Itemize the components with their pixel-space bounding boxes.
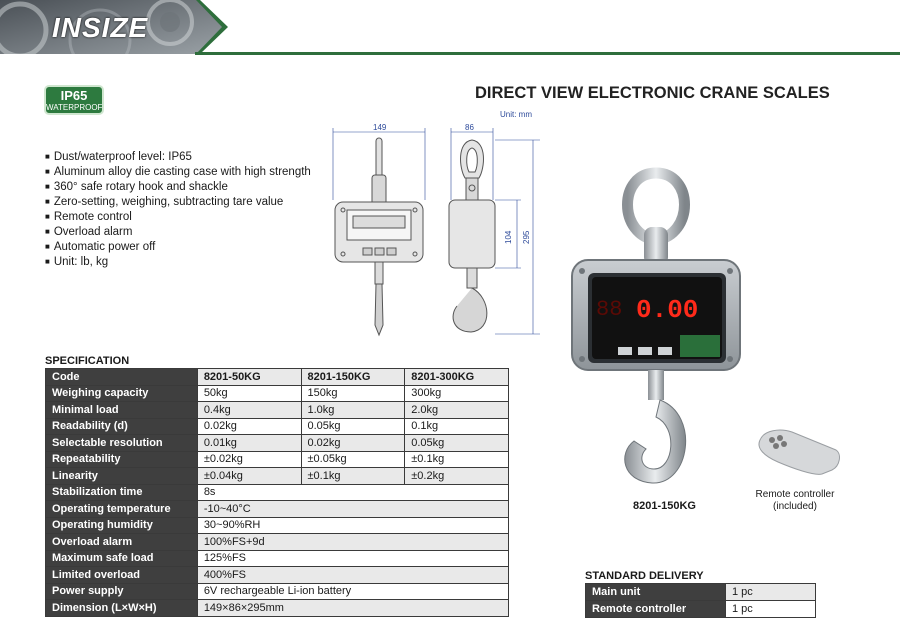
- feature-item: ■ Aluminum alloy die casting case with high strength: [45, 165, 311, 180]
- spec-label: Power supply: [46, 583, 198, 600]
- ip65-badge: [44, 85, 104, 115]
- spec-label: Overload alarm: [46, 534, 198, 551]
- feature-item: ■ Remote control: [45, 210, 311, 225]
- unit-note: Unit: mm: [500, 110, 532, 119]
- spec-label: Dimension (L×W×H): [46, 600, 198, 617]
- spec-value: 0.05kg: [405, 435, 509, 452]
- spec-value: ±0.04kg: [197, 468, 301, 485]
- table-row: [46, 451, 509, 468]
- page-title: DIRECT VIEW ELECTRONIC CRANE SCALES: [475, 84, 830, 102]
- ip-rating-sub: WATERPROOF: [46, 103, 103, 112]
- spec-label: Code: [46, 369, 198, 386]
- spec-value: 125%FS: [197, 550, 508, 567]
- header-rule: [195, 52, 900, 55]
- svg-text:88: 88: [596, 297, 623, 322]
- table-row: [46, 567, 509, 584]
- table-row: [46, 583, 509, 600]
- spec-value: -10~40°C: [197, 501, 508, 518]
- technical-drawing: [325, 120, 540, 350]
- spec-label: Linearity: [46, 468, 198, 485]
- remote-caption-line1: Remote controller: [755, 489, 835, 500]
- spec-label: Readability (d): [46, 418, 198, 435]
- spec-value: 2.0kg: [405, 402, 509, 419]
- remote-caption: [746, 489, 844, 513]
- spec-value: 100%FS+9d: [197, 534, 508, 551]
- delivery-label: Remote controller: [586, 601, 726, 618]
- ip-rating: IP65: [60, 88, 88, 103]
- spec-label: Maximum safe load: [46, 550, 198, 567]
- table-row: [46, 484, 509, 501]
- spec-label: Weighing capacity: [46, 385, 198, 402]
- feature-item: ■ Zero-setting, weighing, subtracting tare value: [45, 195, 311, 210]
- table-row: [586, 601, 816, 618]
- table-row: [46, 385, 509, 402]
- feature-item: ■ Dust/waterproof level: IP65: [45, 150, 311, 165]
- front-view: [333, 128, 425, 335]
- table-row: [46, 550, 509, 567]
- spec-value: ±0.2kg: [405, 468, 509, 485]
- delivery-title: STANDARD DELIVERY: [585, 570, 704, 582]
- brand-name: INSIZE: [52, 12, 149, 43]
- spec-label: Minimal load: [46, 402, 198, 419]
- spec-table: [45, 368, 509, 617]
- spec-value: 50kg: [197, 385, 301, 402]
- feature-item: ■ Unit: lb, kg: [45, 255, 311, 270]
- spec-value: 0.02kg: [301, 435, 405, 452]
- spec-value: 149×86×295mm: [197, 600, 508, 617]
- table-row: [46, 402, 509, 419]
- feature-item: ■ Automatic power off: [45, 240, 311, 255]
- feature-item: ■ Overload alarm: [45, 225, 311, 240]
- spec-value: 0.4kg: [197, 402, 301, 419]
- dim-depth: 86: [465, 123, 474, 132]
- spec-value: ±0.05kg: [301, 451, 405, 468]
- table-row: [46, 435, 509, 452]
- spec-label: Stabilization time: [46, 484, 198, 501]
- feature-list: [45, 150, 311, 270]
- spec-code: 8201-150KG: [301, 369, 405, 386]
- spec-label: Repeatability: [46, 451, 198, 468]
- spec-value: ±0.02kg: [197, 451, 301, 468]
- spec-value: 1.0kg: [301, 402, 405, 419]
- spec-label: Operating humidity: [46, 517, 198, 534]
- feature-item: ■ 360° safe rotary hook and shackle: [45, 180, 311, 195]
- delivery-value: 1 pc: [726, 584, 816, 601]
- spec-value: 0.02kg: [197, 418, 301, 435]
- remote-controller-photo: [752, 420, 842, 480]
- table-row: [46, 600, 509, 617]
- spec-value: 30~90%RH: [197, 517, 508, 534]
- crane-scale-photo: [560, 165, 760, 495]
- table-row: [46, 369, 509, 386]
- table-row: [46, 468, 509, 485]
- spec-value: 400%FS: [197, 567, 508, 584]
- dim-width: 149: [373, 123, 387, 132]
- dim-body: 104: [504, 230, 513, 244]
- spec-value: 0.05kg: [301, 418, 405, 435]
- remote-caption-line2: (included): [773, 501, 817, 512]
- header-band: [0, 0, 900, 56]
- spec-value: 0.1kg: [405, 418, 509, 435]
- spec-code: 8201-50KG: [197, 369, 301, 386]
- table-row: [46, 501, 509, 518]
- table-row: [46, 517, 509, 534]
- delivery-label: Main unit: [586, 584, 726, 601]
- spec-value: 300kg: [405, 385, 509, 402]
- spec-label: Operating temperature: [46, 501, 198, 518]
- table-row: [46, 418, 509, 435]
- spec-value: 0.01kg: [197, 435, 301, 452]
- spec-value: 8s: [197, 484, 508, 501]
- delivery-table: [585, 583, 816, 618]
- delivery-value: 1 pc: [726, 601, 816, 618]
- model-caption: 8201-150KG: [633, 500, 696, 512]
- table-row: [46, 534, 509, 551]
- spec-value: ±0.1kg: [405, 451, 509, 468]
- spec-value: 6V rechargeable Li-ion battery: [197, 583, 508, 600]
- spec-title: SPECIFICATION: [45, 355, 130, 367]
- spec-value: ±0.1kg: [301, 468, 405, 485]
- spec-code: 8201-300KG: [405, 369, 509, 386]
- insize-logo: [52, 12, 148, 44]
- spec-label: Selectable resolution: [46, 435, 198, 452]
- dim-height: 295: [522, 230, 531, 244]
- spec-label: Limited overload: [46, 567, 198, 584]
- display-readout: 0.00: [636, 295, 699, 325]
- spec-value: 150kg: [301, 385, 405, 402]
- table-row: [586, 584, 816, 601]
